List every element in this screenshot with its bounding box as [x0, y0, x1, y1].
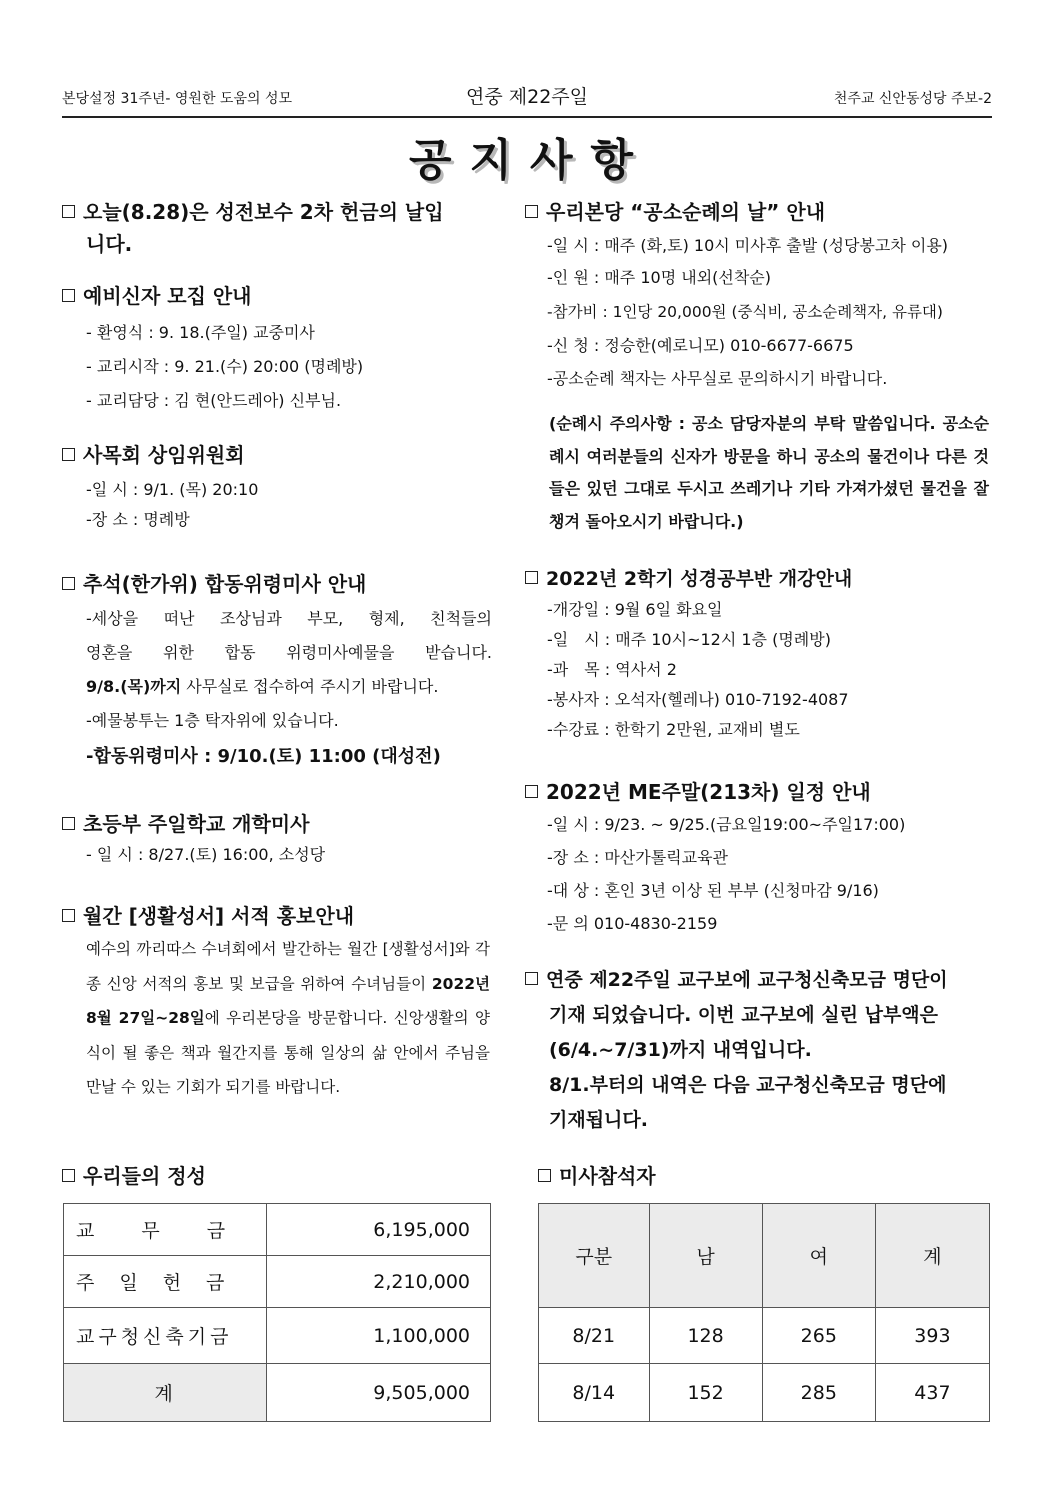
table-cell: 계	[64, 1364, 267, 1422]
pilgrimage-caution-note: (순례시 주의사항 : 공소 담당자분의 부탁 말씀입니다. 공소순례시 여러분들의 신자가 방문을 하니 공소의 물건이나 다른 것들은 있던 그대로 두시고 쓰레기나 기타 가져가셨던 물건을 잘 챙겨 돌아오시기 바랍니다.)	[549, 414, 989, 531]
section-title: 초등부 주일학교 개학미사	[83, 812, 310, 836]
list-item: -일 시 : 9/23. ~ 9/25.(금요일19:00~주일17:00)	[547, 815, 906, 834]
checkbox-icon	[62, 817, 75, 830]
list-item: - 환영식 : 9. 18.(주일) 교중미사	[86, 323, 315, 342]
checkbox-icon	[62, 205, 75, 218]
table-cell: 152	[649, 1364, 762, 1422]
table-row	[64, 1364, 491, 1422]
notice-gongso-pilgrimage	[525, 196, 993, 538]
table-cell: 285	[762, 1364, 875, 1422]
list-item: -문 의 010-4830-2159	[547, 914, 718, 933]
paragraph-line: 8/1.부터의 내역은 다음 교구청신축모금 명단에	[549, 1074, 947, 1096]
checkbox-icon	[62, 577, 75, 590]
paragraph-line: 기재됩니다.	[549, 1109, 648, 1131]
list-item: -일 시 : 9/1. (목) 20:10	[86, 480, 259, 499]
table-cell: 9,505,000	[267, 1364, 491, 1422]
section-title: 우리들의 정성	[83, 1164, 206, 1188]
table-row	[64, 1204, 491, 1256]
notice-offering-day	[62, 196, 494, 260]
table-cell: 교 무 금	[64, 1204, 267, 1256]
list-item: -개강일 : 9월 6일 화요일	[547, 600, 723, 619]
attendance-heading	[538, 1160, 992, 1192]
table-row	[539, 1364, 990, 1422]
list-item: - 교리시작 : 9. 21.(수) 20:00 (명례방)	[86, 357, 364, 376]
notice-offering-line1: 오늘(8.28)은 성전보수 2차 헌금의 날입	[83, 200, 444, 224]
list-item: -봉사자 : 오석자(헬레나) 010-7192-4087	[547, 690, 849, 709]
paragraph-line: 연중 제22주일 교구보에 교구청신축모금 명단이	[546, 969, 948, 991]
section-title: 미사참석자	[559, 1164, 656, 1188]
table-header-row	[539, 1204, 990, 1308]
list-item: -일 시 : 매주 10시~12시 1층 (명례방)	[547, 630, 831, 649]
table-header-cell: 여	[762, 1204, 875, 1308]
list-item: -공소순례 책자는 사무실로 문의하시기 바랍니다.	[547, 369, 888, 388]
checkbox-icon	[62, 909, 75, 922]
list-item: -인 원 : 매주 10명 내외(선착순)	[547, 268, 771, 287]
paragraph-line: 기재 되었습니다. 이번 교구보에 실린 납부액은	[549, 1004, 939, 1026]
table-row	[64, 1256, 491, 1308]
paragraph-line: -세상을 떠난 조상님과 부모, 형제, 친척들의	[86, 609, 492, 628]
table-cell: 교구청신축기금	[64, 1308, 267, 1364]
paragraph-line: -예물봉투는 1층 탁자위에 있습니다.	[86, 711, 339, 730]
list-item: -장 소 : 명례방	[86, 510, 190, 529]
table-cell: 주 일 헌 금	[64, 1256, 267, 1308]
table-header-cell: 구분	[539, 1204, 650, 1308]
deadline-date: 9/8.(목)까지	[86, 677, 182, 696]
notice-sunday-school	[62, 808, 494, 870]
section-title: 예비신자 모집 안내	[83, 284, 252, 308]
list-item: -일 시 : 매주 (화,토) 10시 미사후 출발 (성당봉고차 이용)	[547, 236, 949, 255]
section-title: 2022년 2학기 성경공부반 개강안내	[546, 568, 853, 590]
table-cell: 8/21	[539, 1308, 650, 1364]
table-cell: 8/14	[539, 1364, 650, 1422]
list-item: -대 상 : 혼인 3년 이상 된 부부 (신청마감 9/16)	[547, 881, 879, 900]
checkbox-icon	[538, 1169, 551, 1182]
list-item: - 일 시 : 8/27.(토) 16:00, 소성당	[86, 845, 326, 864]
table-header-cell: 남	[649, 1204, 762, 1308]
notice-diocese-donation	[525, 963, 993, 1138]
notice-catechumen	[62, 280, 494, 416]
table-cell: 265	[762, 1308, 875, 1364]
table-cell: 393	[875, 1308, 989, 1364]
table-cell: 2,210,000	[267, 1256, 491, 1308]
header-parish-anniversary: 본당설정 31주년- 영원한 도움의 성모	[62, 91, 293, 107]
table-header-cell: 계	[875, 1204, 989, 1308]
notice-bible-study	[525, 563, 993, 745]
notice-chuseok-mass	[62, 568, 492, 776]
checkbox-icon	[525, 972, 538, 985]
list-item: -장 소 : 마산가톨릭교육관	[547, 848, 728, 867]
table-row	[539, 1308, 990, 1364]
section-title: 추석(한가위) 합동위령미사 안내	[83, 572, 367, 596]
header-bulletin-name: 천주교 신안동성당 주보-2	[833, 91, 992, 107]
notice-me-weekend	[525, 776, 993, 940]
checkbox-icon	[525, 205, 538, 218]
section-title: 사목회 상임위원회	[83, 443, 245, 467]
section-title: 우리본당 “공소순례의 날” 안내	[546, 200, 826, 224]
list-item: -참가비 : 1인당 20,000원 (중식비, 공소순례책자, 유류대)	[547, 303, 943, 321]
page-header	[62, 86, 992, 118]
offerings-heading	[62, 1160, 494, 1192]
table-cell: 1,100,000	[267, 1308, 491, 1364]
checkbox-icon	[62, 448, 75, 461]
attendance-table	[538, 1203, 990, 1422]
paragraph: 예수의 까리따스 수녀회에서 발간하는 월간 [생활성서]와 각종 신앙 서적의 홍보 및 보급을 위하여 수녀님들이 2022년 8월 27일~28일에 우리본당을 방문합니다. 신앙생활의 양식이 될 좋은 책과 월간지를 통해 일상의 삶 안에서 주님을 만날 수 있는 기회가 되기를 바랍니다.	[86, 940, 490, 1096]
paragraph-line: (6/4.~7/31)까지 내역입니다.	[549, 1039, 812, 1061]
checkbox-icon	[525, 785, 538, 798]
table-cell: 437	[875, 1364, 989, 1422]
paragraph-line: 영혼을 위한 합동 위령미사예물을 받습니다.	[86, 643, 492, 662]
table-cell: 6,195,000	[267, 1204, 491, 1256]
table-cell: 128	[649, 1308, 762, 1364]
list-item: -신 청 : 정승한(예로니모) 010-6677-6675	[547, 336, 854, 355]
paragraph-line: 사무실로 접수하여 주시기 바랍니다.	[181, 677, 439, 696]
notice-pastoral-council	[62, 439, 494, 535]
list-item: -과 목 : 역사서 2	[547, 660, 677, 679]
section-title: 월간 [생활성서] 서적 홍보안내	[83, 904, 355, 928]
page-title: 공지사항	[408, 135, 651, 186]
memorial-mass-time: -합동위령미사 : 9/10.(토) 11:00 (대성전)	[86, 746, 441, 767]
checkbox-icon	[525, 571, 538, 584]
list-item: - 교리담당 : 김 현(안드레아) 신부님.	[86, 391, 342, 410]
notice-offering-line2: 니다.	[86, 232, 133, 256]
checkbox-icon	[62, 1169, 75, 1182]
section-title: 2022년 ME주말(213차) 일정 안내	[546, 780, 871, 804]
checkbox-icon	[62, 289, 75, 302]
header-liturgical-week: 연중 제22주일	[466, 86, 588, 108]
visit-dates: 2022년 8월 27일~28일	[86, 974, 490, 1027]
notice-living-bible	[62, 900, 492, 1105]
table-row	[64, 1308, 491, 1364]
offerings-table	[63, 1203, 491, 1422]
list-item: -수강료 : 한학기 2만원, 교재비 별도	[547, 720, 800, 739]
